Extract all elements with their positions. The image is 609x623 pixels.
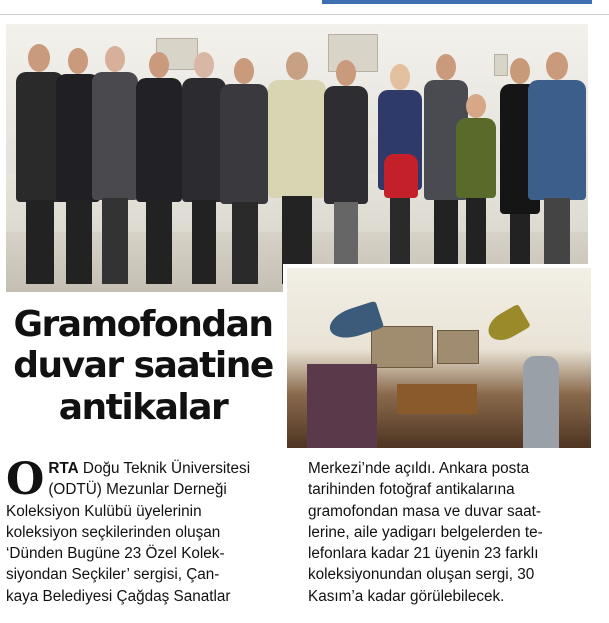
headline-line: duvar saatine bbox=[13, 345, 273, 387]
person bbox=[456, 94, 496, 284]
exhibition-photo bbox=[283, 264, 591, 448]
display-frame bbox=[437, 330, 479, 364]
group-photo bbox=[6, 24, 588, 292]
body-line: lerine, aile yadigarı belgelerden te- bbox=[308, 523, 543, 541]
body-line: koleksiyonundan oluşan sergi, 30 bbox=[308, 566, 535, 584]
visitor bbox=[523, 356, 559, 448]
person bbox=[136, 52, 182, 284]
body-line: ‘Dünden Bugüne 23 Özel Kolek- bbox=[6, 545, 225, 563]
body-line: (ODTÜ) Mezunlar Derneği bbox=[48, 481, 227, 499]
display-frame bbox=[371, 326, 433, 368]
body-line: kaya Belediyesi Çağdaş Sanatlar bbox=[6, 587, 231, 605]
article-body-left bbox=[6, 454, 290, 607]
person bbox=[268, 52, 326, 284]
header-rule bbox=[0, 14, 609, 15]
person bbox=[220, 58, 268, 284]
display-table bbox=[397, 384, 477, 414]
article-headline bbox=[8, 304, 278, 428]
person bbox=[92, 46, 138, 284]
article-body-right bbox=[308, 458, 594, 607]
body-line: lefonlara kadar 21 üyenin 23 farklı bbox=[308, 545, 539, 563]
person bbox=[378, 64, 422, 284]
body-line: koleksiyon seçkilerinden oluşan bbox=[6, 523, 221, 541]
body-text: Doğu Teknik Üniversitesi bbox=[78, 460, 251, 477]
body-line: tarihinden fotoğraf antikalarına bbox=[308, 481, 515, 499]
body-line: Koleksiyon Kulübü üyelerinin bbox=[6, 502, 202, 520]
headline-line: antikalar bbox=[58, 386, 228, 428]
header-accent-bar bbox=[322, 0, 592, 4]
headline-line: Gramofondan bbox=[13, 304, 273, 345]
display-table bbox=[307, 364, 377, 448]
body-line: gramofondan masa ve duvar saat- bbox=[308, 502, 541, 520]
body-line bbox=[6, 458, 290, 479]
body-line: Merkezi’nde açıldı. Ankara posta bbox=[308, 460, 530, 477]
lead-word: RTA bbox=[48, 460, 79, 477]
person bbox=[528, 52, 586, 284]
body-line: siyondan Seçkiler’ sergisi, Çan- bbox=[6, 566, 220, 584]
body-line: Kasım’a kadar görülebilecek. bbox=[308, 587, 505, 605]
person bbox=[324, 60, 368, 284]
drop-cap: O bbox=[6, 454, 45, 505]
